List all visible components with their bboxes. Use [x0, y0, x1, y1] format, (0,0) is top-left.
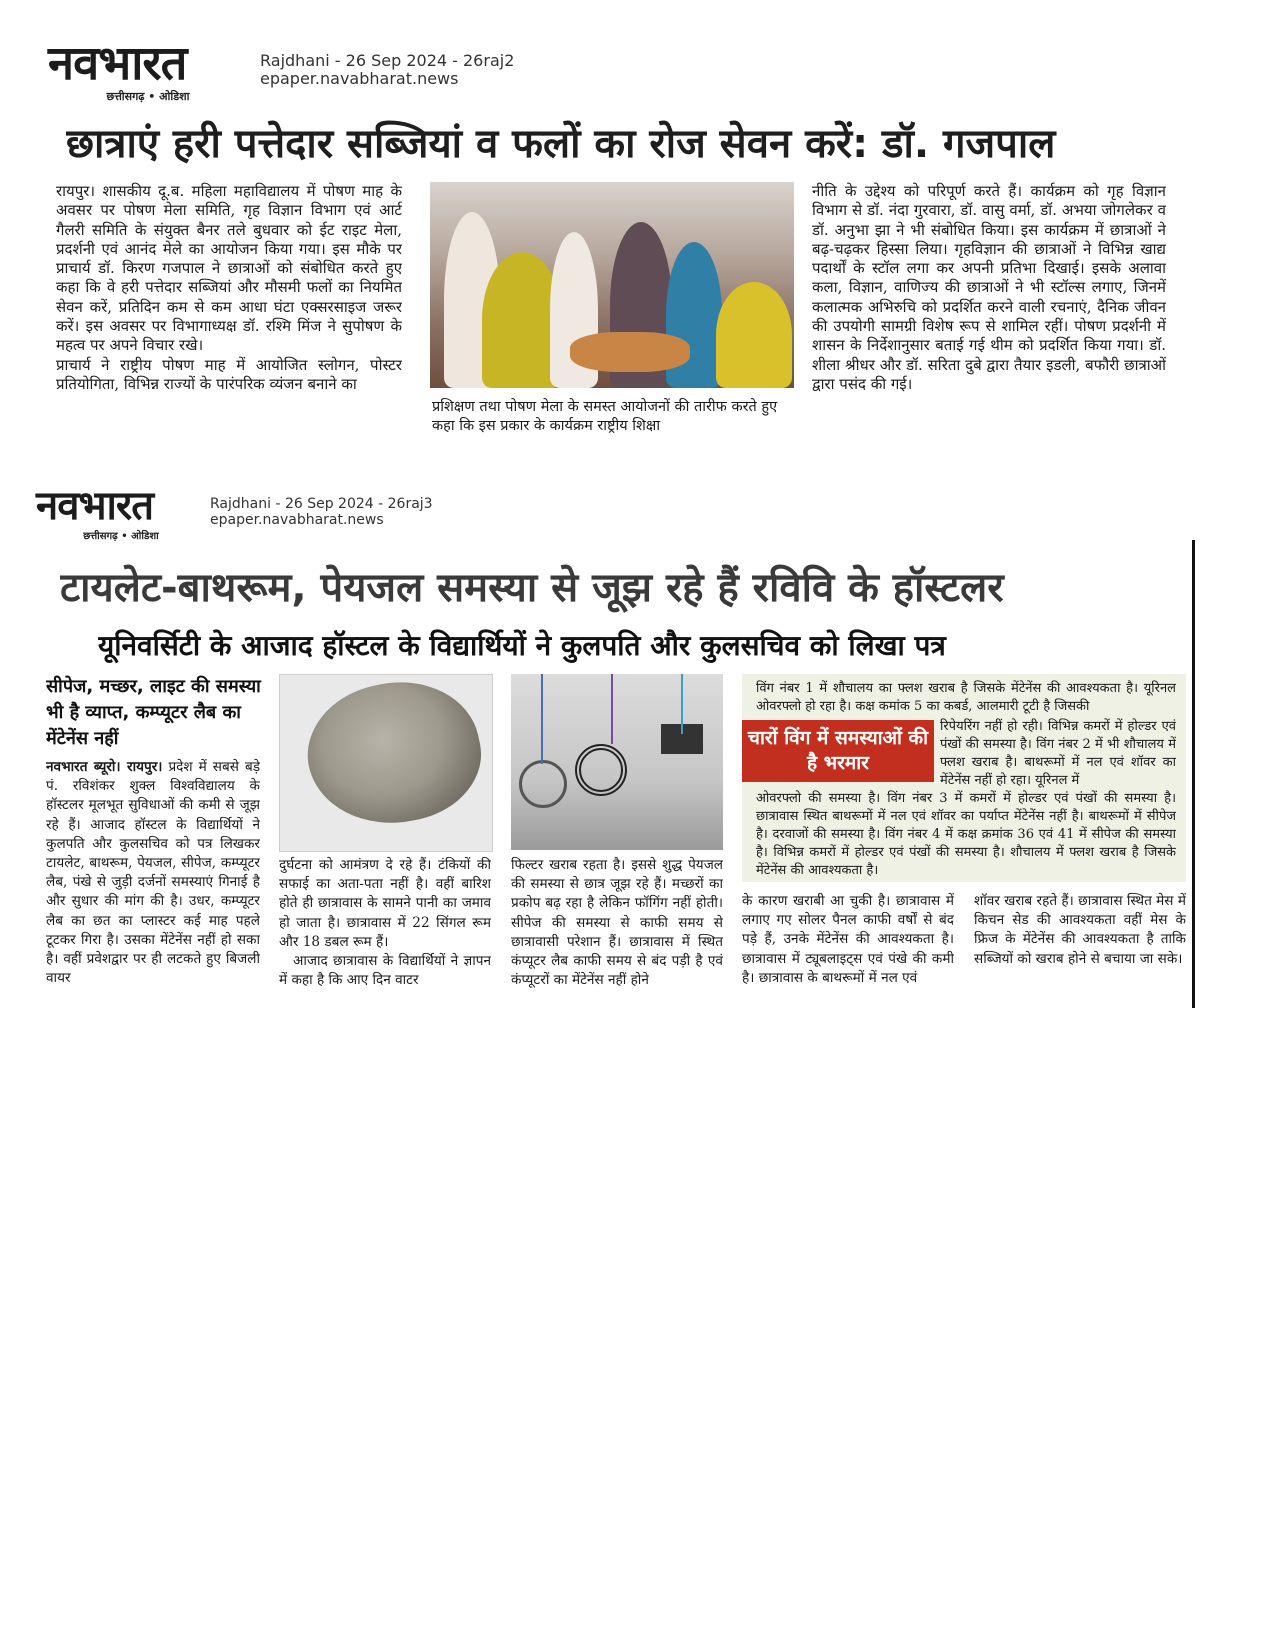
hanging-wire: [541, 674, 543, 764]
wire-bundle: [575, 744, 627, 796]
article-paragraph: प्राचार्य ने राष्ट्रीय पोषण माह में आयोजित स्लोगन, पोस्टर प्रतियोगिता, विभिन्न राज्यों के पारंपरिक व्यंजन बनाने का: [56, 355, 402, 393]
clip1-photo-caption: प्रशिक्षण तथा पोषण मेला के समस्त आयोजनों की तारीफ करते हुए कहा कि इस प्रकार के कार्यक्रम राष्ट्रीय शिक्षा: [432, 399, 778, 434]
column-rule: [1192, 540, 1195, 1008]
epaper-url: epaper.navabharat.news: [210, 512, 384, 529]
hanging-wire: [611, 674, 613, 744]
article-paragraph: दुर्घटना को आमंत्रण दे रहे हैं। टंकियों की सफाई का अता-पता नहीं है। वहीं बारिश होते ही छात्रावास के सामने पानी का जमाव हो जाता है। छात्रावास में 22 सिंगल रूम और 18 डबल रूम हैं।: [279, 857, 491, 950]
clip1-headline: छात्राएं हरी पत्तेदार सब्जियां व फलों का रोज सेवन करें: डॉ. गजपाल: [66, 121, 1056, 167]
logo-subtitle: छत्तीसगढ़ • ओडिशा: [83, 531, 159, 542]
edition-date: Rajdhani - 26 Sep 2024 - 26raj2: [260, 51, 515, 70]
clip2-headline: टायलेट-बाथरूम, पेयजल समस्या से जूझ रहे हैं रविवि के हॉस्टलर: [60, 565, 1004, 611]
clip2-column-4: के कारण खराबी आ चुकी है। छात्रावास में लगाए गए सोलर पैनल काफी वर्षों से बंद पड़े हैं, उनके मेंटेनेंस की आवश्यकता है। छात्रावास में ट्यूबलाइट्स एवं पंखे की कमी है। छात्रावास के बाथरूमों में नल एवं: [742, 893, 954, 986]
newspaper-logo: नवभारत: [48, 36, 187, 91]
wall-fan-icon: [519, 760, 567, 808]
clip2-column-1: [46, 758, 260, 990]
box-text-bottom: ओवरफ्लो की समस्या है। विंग नंबर 3 में कमरों में होल्डर एवं पंखों की समस्या है। छात्रावास स्थित बाथरूमों में नल एवं शॉवर का पर्याप्त मेंटेनेंस नहीं है। बाथरूमों में सीपेज है। दरवाजों की समस्या है। विंग नंबर 4 में कक्ष क्रमांक 36 एवं 41 में सीपेज की समस्या है। विभिन्न कमरों में होल्डर एवं पंखों की समस्या है। शौचालय में फ्लश खराब है जिसके मेंटेनेंस की आवश्यकता है।: [756, 791, 1176, 878]
article-text: प्रदेश में सबसे बड़े पं. रविशंकर शुक्ल विश्वविद्यालय के हॉस्टलर मूलभूत सुविधाओं की कमी से जूझ रहे हैं। आजाद हॉस्टल के विद्यार्थियों ने कुलपति और कुलसचिव को पत्र लिखकर टायलेट, बाथरूम, पेयजल, सीपेज, कम्प्यूटर लैब, पंखे से जुड़ी दर्जनों समस्याएं गिनाई है और सुधार की मांग की है। उधर, कम्प्यूटर लैब का छत का प्लास्टर कई माह पहले टूटकर गिरा है। उसका मेंटेनेंस नहीं हो सका है। वहीं प्रवेशद्वार पर ही लटकते हुए बिजली वायर: [46, 759, 260, 987]
clip1-meta: [260, 52, 514, 89]
clip2-column-3: फिल्टर खराब रहता है। इससे शुद्ध पेयजल की समस्या से छात्र जूझ रहे हैं। मच्छरों का प्रकोप बढ़ रहा है लेकिन फॉगिंग नहीं होती। सीपेज की समस्या से काफी समय से छात्रावासी परेशान हैं। छात्रावास में स्थित कंप्यूटर लैब काफी समय से बंद पड़ी है एवं कंप्यूटरों का मेंटेनेंस नहीं होने: [511, 857, 723, 989]
clip2-callout-banner: चारों विंग में समस्याओं की है भरमार: [742, 720, 934, 782]
box-text-top: विंग नंबर 1 में शौचालय का फ्लश खराब है जिसके मेंटेनेंस की आवश्यकता है। यूरिनल ओवरफ्लो हो रहा है। कक्ष कमांक 5 का कबर्ड, आलमारी टूटी है जिसकी: [756, 681, 1176, 714]
person-figure: [716, 282, 792, 388]
clip2-photo-broken-ceiling: [279, 674, 493, 852]
clip2-photo-hanging-wires: [511, 674, 723, 850]
article-paragraph: रायपुर। शासकीय दू.ब. महिला महाविद्यालय में पोषण माह के अवसर पर पोषण मेला समिति, गृह विज्ञान विभाग एवं आर्ट गैलरी समिति के संयुक्त बैनर तले बुधवार को ईट राइट मेला, प्रदर्शनी एवं आनंद मेले का आयोजन किया गया। इस मौके पर प्राचार्य डॉ. किरण गजपाल ने छात्राओं को संबोधित करते हुए कहा कि वे हरी पत्तेदार सब्जियां और मौसमी फलों का नियमित सेवन करें, प्रतिदिन कम से कम आधा घंटा एक्सरसाइज जरूर करें। इस अवसर पर विभागाध्यक्ष डॉ. रश्मि मिंज ने सुपोषण के महत्व पर अपने विचार रखे।: [56, 182, 402, 355]
clip2-column-5: शॉवर खराब रहते हैं। छात्रावास स्थित मेस में किचन सेड की आवश्यकता वहीं मेस के फ्रिज के मेंटेनेंस की आवश्यकता है ताकि सब्जियों को खराब होने से बचाया जा सके।: [974, 893, 1186, 967]
epaper-url: epaper.navabharat.news: [260, 69, 459, 89]
clip2-subheadline: यूनिवर्सिटी के आजाद हॉस्टल के विद्यार्थियों ने कुलपति और कुलसचिव को लिखा पत्र: [98, 629, 946, 662]
food-plates: [570, 332, 690, 372]
clip1-column-3: नीति के उद्देश्य को परिपूर्ण करते हैं। कार्यक्रम को गृह विज्ञान विभाग से डॉ. नंदा गुरवारा, डॉ. वासु वर्मा, डॉ. अभया जोगलेकर व डॉ. अनुभा झा ने भी संबोधित किया। इस कार्यक्रम में छात्राओं ने बढ़-चढ़कर हिस्सा लिया। गृहविज्ञान की छात्राओं ने विभिन्न खाद्य पदार्थों के स्टॉल लगा कर अपनी प्रतिभा दिखाई। इसके अलावा कला, विज्ञान, वाणिज्य की छात्राओं ने भी स्टॉल्स लगाए, जिनमें कलात्मक अभिरुचि को प्रदर्शित करने वाली रचनाएं, दैनिक जीवन की उपयोगी सामग्री विशेष रूप से शामिल रहीं। पोषण प्रदर्शनी में शासन के निर्देशानुसार बताई गई थीम को प्रदर्शित किया गया। डॉ. शीला श्रीधर और डॉ. सरिता दुबे द्वारा तैयार इडली, बफौरी छात्राओं द्वारा पसंद की गई।: [812, 182, 1166, 393]
newspaper-logo: नवभारत: [36, 483, 154, 529]
logo-subtitle: छत्तीसगढ़ • ओडिशा: [106, 90, 190, 103]
box-text-right: रिपेयरिंग नहीं हो रही। विभिन्न कमरों में होल्डर एवं पंखों की समस्या है। विंग नंबर 2 में भी शौचालय में फ्लश खराब है। बाथरूमों में नल एवं शॉवर का मेंटेनेंस नहीं हो रहा। यूरिनल में: [940, 719, 1176, 788]
dateline: नवभारत ब्यूरो। रायपुर।: [46, 759, 163, 775]
clip2-side-subhead: सीपेज, मच्छर, लाइट की समस्या भी है व्याप्त, कम्प्यूटर लैब का मेंटेनेंस नहीं: [46, 676, 261, 749]
clip2-meta: [210, 496, 433, 528]
clip2-masthead: [36, 483, 206, 544]
clip2-column-2: [279, 856, 491, 990]
edition-date: Rajdhani - 26 Sep 2024 - 26raj3: [210, 496, 433, 512]
clip1-column-1: [56, 182, 402, 442]
plaster-hole: [295, 674, 492, 839]
article-paragraph: आजाद छात्रावास के विद्यार्थियों ने ज्ञापन में कहा है कि आए दिन वाटर: [279, 953, 491, 989]
clip1-masthead: [48, 36, 248, 106]
clip1-photo-nutrition-fair: [430, 182, 794, 388]
hanging-wire: [681, 674, 683, 734]
